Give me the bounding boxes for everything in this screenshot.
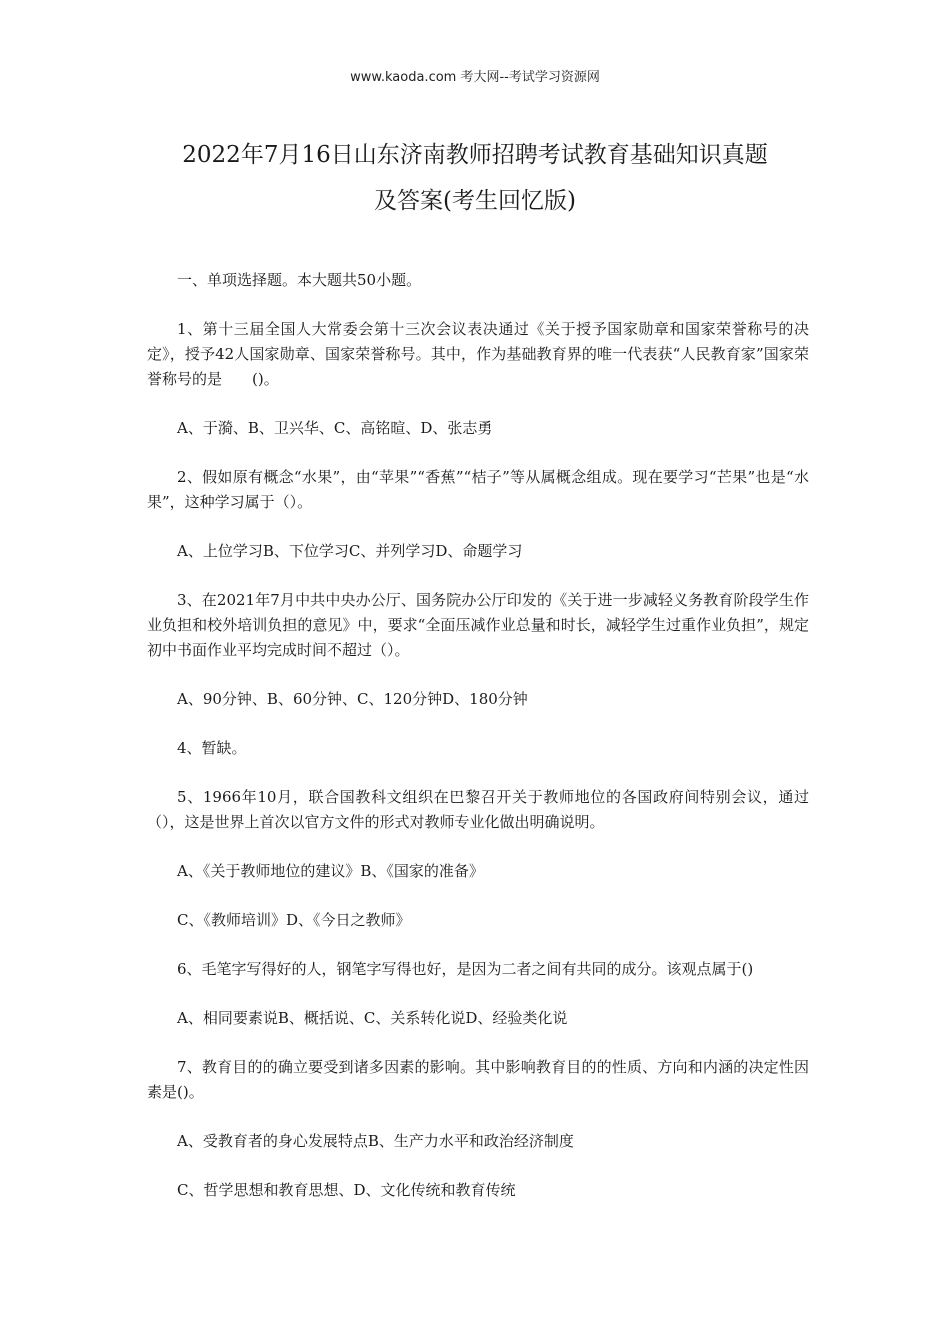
question-7-options-cd: C、哲学思想和教育思想、D、文化传统和教育传统 — [177, 1181, 516, 1199]
question-5-options-ab: A、《关于教师地位的建议》B、《国家的准备》 — [177, 862, 484, 880]
question-6: 6、毛笔字写得好的人，钢笔字写得也好，是因为二者之间有共同的成分。该观点属于() — [177, 960, 754, 978]
question-7: 7、教育目的的确立要受到诸多因素的影响。其中影响教育目的的性质、方向和内涵的决定性因素是()。 — [147, 1058, 809, 1101]
question-7-options-ab: A、受教育者的身心发展特点B、生产力水平和政治经济制度 — [177, 1132, 574, 1150]
page-header: www.kaoda.com 考大网--考试学习资源网 — [350, 70, 600, 85]
question-3-options: A、90分钟、B、60分钟、C、120分钟D、180分钟 — [177, 690, 528, 708]
question-3: 3、在2021年7月中共中央办公厅、国务院办公厅印发的《关于进一步减轻义务教育阶段学生作业负担和校外培训负担的意见》中，要求“全面压减作业总量和时长，减轻学生过重作业负担”，规定初中书面作业平均完成时间不超过（）。 — [147, 591, 809, 659]
document-body — [147, 268, 809, 1227]
question-4: 4、暂缺。 — [177, 739, 247, 757]
question-1-options: A、于漪、B、卫兴华、C、高铭暄、D、张志勇 — [177, 419, 493, 437]
question-1: 1、第十三届全国人大常委会第十三次会议表决通过《关于授予国家勋章和国家荣誉称号的决定》，授予42人国家勋章、国家荣誉称号。其中，作为基础教育界的唯一代表获“人民教育家”国家荣誉称号的是 ()。 — [147, 320, 809, 388]
title-line-1: 2022年7月16日山东济南教师招聘考试教育基础知识真题 — [182, 142, 768, 168]
document-title — [120, 132, 830, 224]
section-heading: 一、单项选择题。本大题共50小题。 — [177, 271, 422, 289]
question-2: 2、假如原有概念“水果”，由“苹果”“香蕉”“桔子”等从属概念组成。现在要学习“芒果”也是“水果”，这种学习属于（）。 — [147, 468, 809, 511]
question-5-options-cd: C、《教师培训》D、《今日之教师》 — [177, 911, 411, 929]
title-line-2: 及答案(考生回忆版) — [374, 188, 576, 214]
question-6-options: A、相同要素说B、概括说、C、关系转化说D、经验类化说 — [177, 1009, 568, 1027]
question-5: 5、1966年10月，联合国教科文组织在巴黎召开关于教师地位的各国政府间特别会议，通过（），这是世界上首次以官方文件的形式对教师专业化做出明确说明。 — [147, 788, 809, 831]
question-2-options: A、上位学习B、下位学习C、并列学习D、命题学习 — [177, 542, 523, 560]
